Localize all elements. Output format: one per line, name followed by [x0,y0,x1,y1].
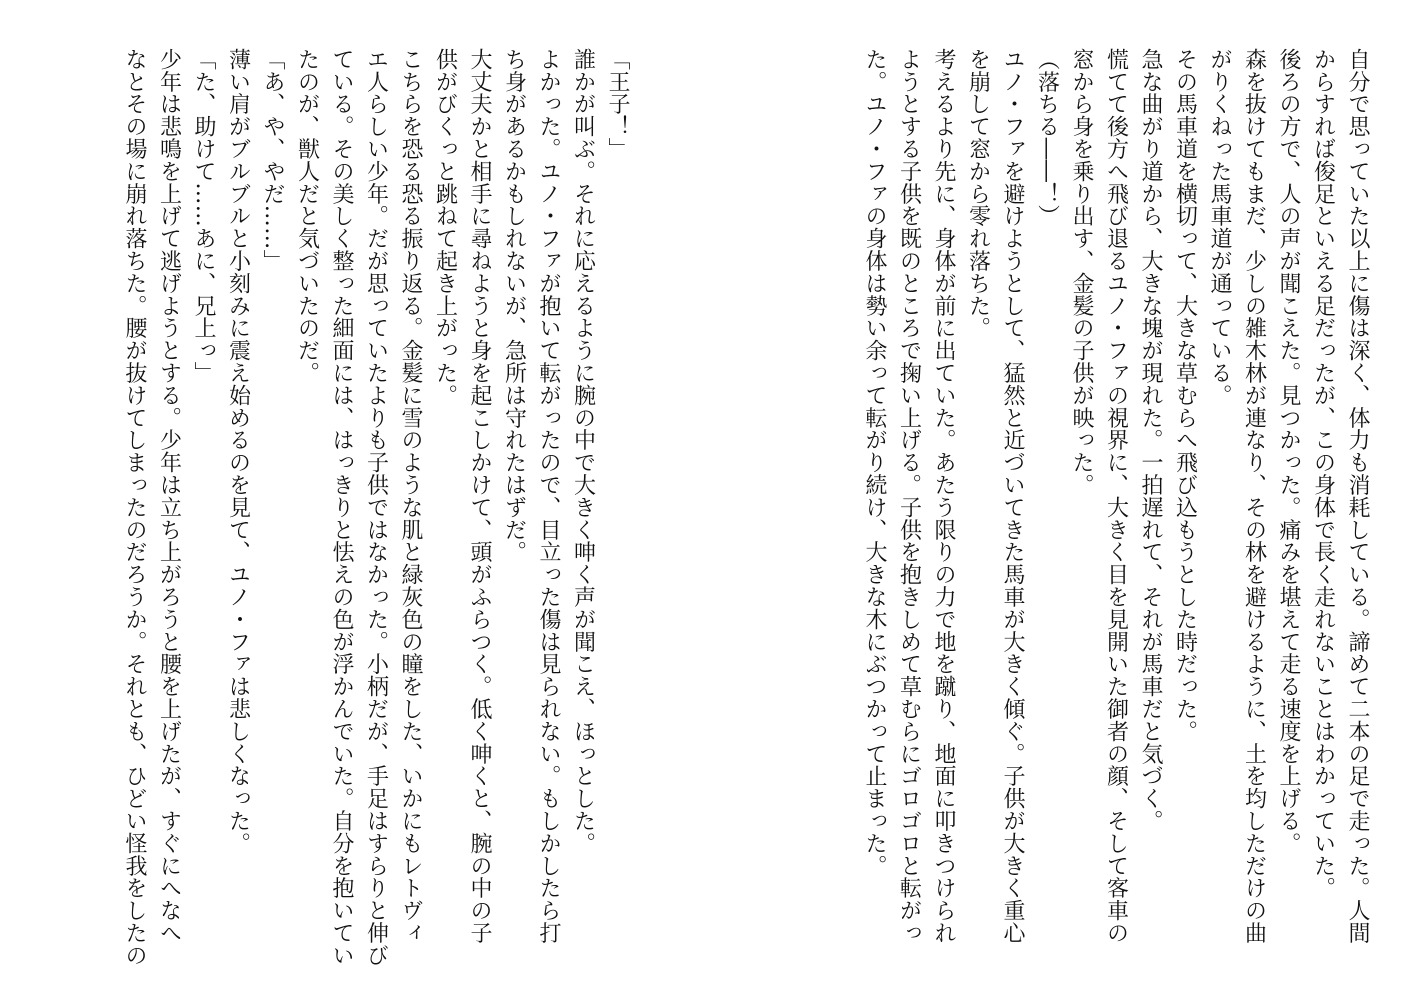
text-line: 急な曲がり道から、大きな塊が現れた。一拍遅れて、それが馬車だと気づく。 [1138,48,1163,832]
text-line: ている。その美しく整った細面には、はっきりと怯えの色が浮かんでいた。自分を抱いてい [329,48,354,967]
text-line: 「た、助けて……あに、兄上っ」 [191,48,216,384]
text-line: なとその場に崩れ落ちた。腰が抜けてしまったのだろうか。それとも、ひどい怪我をしたの [122,48,147,967]
text-line: 窓から身を乗り出す、金髪の子供が映った。 [1069,48,1094,496]
text-line: 供がびくっと跳ねて起き上がった。 [432,48,458,407]
text-line: その馬車道を横切って、大きな草むらへ飛び込もうとした時だった。 [1172,48,1198,743]
text-line: ようとする子供を既のところで掬い上げる。子供を抱きしめて草むらにゴロゴロと転がっ [896,48,922,944]
text-line: よかった。ユノ・ファが抱いて転がったので、目立った傷は見られない。もしかしたら打 [536,48,561,944]
text-line: こちらを恐る恐る振り返る。金髪に雪のような肌と緑灰色の瞳をした、いかにもレトヴィ [398,48,423,944]
text-line: 「あ、や、やだ……」 [260,48,285,272]
text-line: 薄い肩がブルブルと小刻みに震え始めるのを見て、ユノ・ファは悲しくなった。 [225,48,251,855]
text-line: （落ちる――！） [1034,48,1060,228]
left-page [117,48,635,968]
text-line: たのが、獣人だと気づいたのだ。 [294,48,320,384]
text-line: 慌てて後方へ飛び退るユノ・ファの視界に、大きく目を見開いた御者の顔、そして客車の [1103,48,1129,944]
text-line: 考えるより先に、身体が前に出ていた。あたう限りの力で地を蹴り、地面に叩きつけられ [931,48,956,944]
text-line: がりくねった馬車道が通っている。 [1207,48,1232,407]
right-page [857,48,1375,968]
text-line: 森を抜けてもまだ、少しの雑木林が連なり、その林を避けるように、土を均しただけの曲 [1241,48,1267,944]
text-line: ユノ・ファを避けようとして、猛然と近づいてきた馬車が大きく傾ぐ。子供が大きく重心 [1000,48,1025,944]
text-line: 誰かが叫ぶ。それに応えるように腕の中で大きく呻く声が聞こえ、ほっとした。 [570,48,596,855]
text-line: 少年は悲鳴を上げて逃げようとする。少年は立ち上がろうと腰を上げたが、すぐにへなへ [156,48,182,944]
text-line: からすれば俊足といえる足だったが、この身体で長く走れないことはわかっていた。 [1310,48,1336,900]
text-line: 大丈夫かと相手に尋ねようと身を起こしかけて、頭がふらつく。低く呻くと、腕の中の子 [467,48,492,944]
text-line: エ人らしい少年。だが思っていたよりも子供ではなかった。小柄だが、手足はすらりと伸び [363,48,389,967]
text-line: 後ろの方で、人の声が聞こえた。見つかった。痛みを堪えて走る速度を上げる。 [1276,48,1301,855]
text-line: ち身があるかもしれないが、急所は守れたはずだ。 [501,48,527,564]
text-line: 自分で思っていた以上に傷は深く、体力も消耗している。諦めて二本の足で走った。人間 [1345,48,1370,944]
text-line: 「王子！」 [605,48,630,160]
text-line: た。ユノ・ファの身体は勢い余って転がり続け、大きな木にぶつかって止まった。 [862,48,887,877]
text-line: を崩して窓から零れ落ちた。 [965,48,991,340]
